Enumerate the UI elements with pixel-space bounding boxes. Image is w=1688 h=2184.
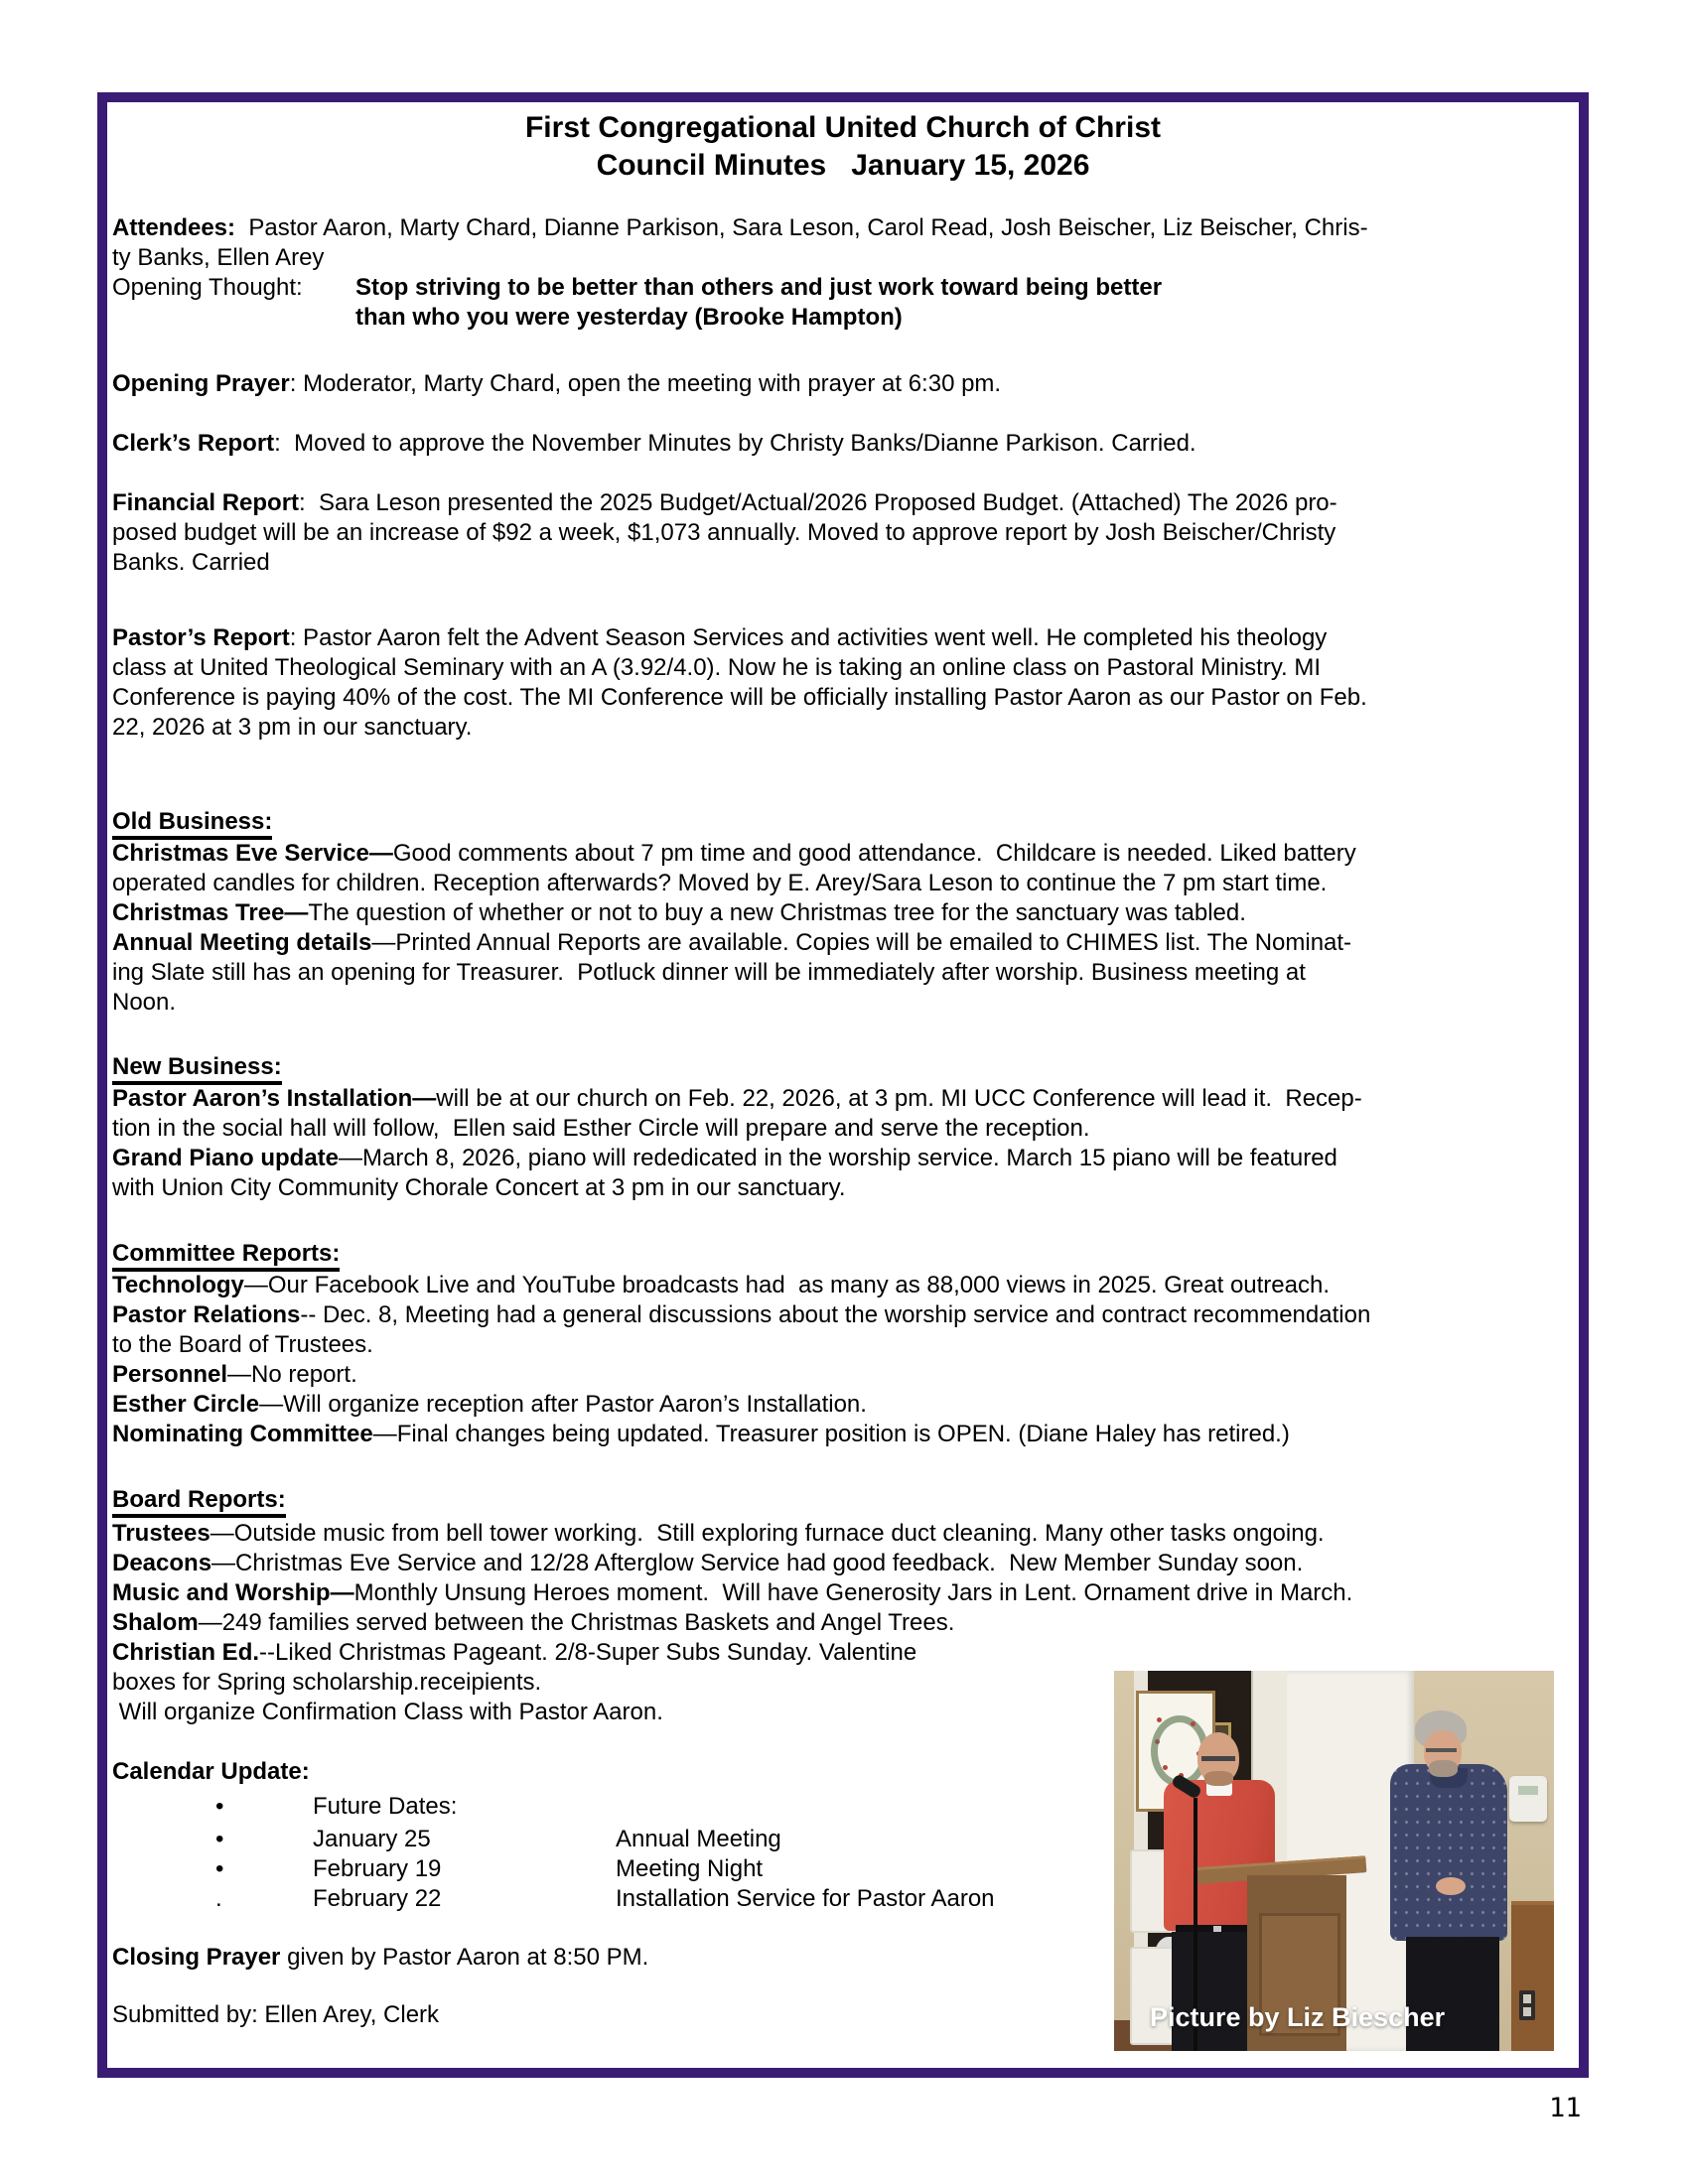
clerks-report-line: Clerk’s Report: Moved to approve the November Minutes by Christy Banks/Dianne Parkison. Carried. xyxy=(112,430,1196,457)
nominating-committee-line: Nominating Committee—Final changes being updated. Treasurer position is OPEN. (Diane Haley has retired.) xyxy=(112,1421,1290,1447)
shalom-line: Shalom—249 families served between the Christmas Baskets and Angel Trees. xyxy=(112,1609,955,1636)
calendar-update-heading: Calendar Update: xyxy=(112,1758,310,1785)
light-switch xyxy=(1519,1990,1535,2020)
folded-hands xyxy=(1436,1877,1466,1895)
attendees-line-2: ty Banks, Ellen Arey xyxy=(112,244,325,271)
music-worship-line: Music and Worship—Monthly Unsung Heroes moment. Will have Generosity Jars in Lent. Ornament drive in March. xyxy=(112,1579,1353,1606)
christian-ed-line-3: Will organize Confirmation Class with Pastor Aaron. xyxy=(112,1699,663,1725)
beard xyxy=(1429,1760,1458,1777)
installation-line-1: Pastor Aaron’s Installation—will be at our church on Feb. 22, 2026, at 3 pm. MI UCC Conference will lead it. Recep- xyxy=(112,1085,1362,1112)
committee-reports-heading: Committee Reports: xyxy=(112,1239,340,1269)
board-reports-heading: Board Reports: xyxy=(112,1485,286,1515)
attendees-line-1: Attendees: Pastor Aaron, Marty Chard, Dianne Parkison, Sara Leson, Carol Read, Josh Beischer, Liz Beischer, Chris- xyxy=(112,214,1368,241)
page-number: 11 xyxy=(1549,2093,1582,2123)
page-subtitle: Council Minutes January 15, 2026 xyxy=(596,149,1090,182)
technology-line: Technology—Our Facebook Live and YouTube broadcasts had as many as 88,000 views in 2025. Great outreach. xyxy=(112,1272,1331,1298)
installation-line-2: tion in the social hall will follow, Ellen said Esther Circle will prepare and serve the reception. xyxy=(112,1115,1090,1142)
opening-thought-quote-1: Stop striving to be better than others and just work toward being better xyxy=(355,274,1163,301)
pastors-report-line-4: 22, 2026 at 3 pm in our sanctuary. xyxy=(112,714,473,741)
trustees-line: Trustees—Outside music from bell tower working. Still exploring furnace duct cleaning. Many other tasks ongoing. xyxy=(112,1520,1325,1547)
pastors-report-line-3: Conference is paying 40% of the cost. The MI Conference will be officially installing Pastor Aaron as our Pastor on Feb. xyxy=(112,684,1367,711)
thermostat xyxy=(1509,1776,1547,1822)
opening-thought-quote-2: than who you were yesterday (Brooke Hampton) xyxy=(355,304,903,331)
attendees-label: Attendees: xyxy=(112,214,236,241)
pastors-report-line-2: class at United Theological Seminary with an A (3.92/4.0). Now he is taking an online class on Pastoral Ministry. MI xyxy=(112,654,1322,681)
annual-meeting-line-3: Noon. xyxy=(112,989,177,1016)
pastor-relations-line-1: Pastor Relations-- Dec. 8, Meeting had a general discussions about the worship service and contract recommendation xyxy=(112,1301,1371,1328)
christmas-eve-line-1: Christmas Eve Service—Good comments about 7 pm time and good attendance. Childcare is needed. Liked battery xyxy=(112,840,1356,867)
annual-meeting-line-1: Annual Meeting details—Printed Annual Reports are available. Copies will be emailed to CHIMES list. The Nominat- xyxy=(112,929,1352,956)
photo-caption: Picture by Liz Biescher xyxy=(1150,2002,1446,2032)
old-business-heading: Old Business: xyxy=(112,807,272,837)
man-navy-sweater xyxy=(1390,1764,1507,1941)
scanned-minutes-page: First Congregational United Church of Christ Council Minutes January 15, 2026 Attendees: Pastor Aaron, Marty Chard, Dianne Parkison, Sara Leson, Carol Read, Josh Beischer, Liz Beischer, Chris- ty Banks, Ellen Arey Opening Thought: Stop striving to be better than others and just work toward being better than who you were yesterday (Brooke Hampton) Opening Prayer: Moderator, Marty Chard, open the meeting with prayer at 6:30 pm. Clerk’s Report: Moved to approve the November Minutes by Christy Banks/Dianne Parkison. Carried. Financial Report: Sara Leson presented the 2025 Budget/Actual/2026 Proposed Budget. (Attached) The 2026 pro- posed budget will be an increase of $92 a week, $1,073 annually. Moved to approve report by Josh Beischer/Christy Banks. Carried Pastor’s Report: Pastor Aaron felt the Advent Season Services and activities went well. He completed his theology class at United Theological Seminary with an A (3.92/4.0). Now he is taking an online class on Pastoral Ministry. MI Conference is paying 40% of the cost. The MI Conference will be officially installing Pastor Aaron as our Pastor on Feb. 22, 2026 at 3 pm in our sanctuary. Old Business: Christmas Eve Service—Good comments about 7 pm time and good attendance. Childcare is needed. Liked battery operated candles for children. Reception afterwards? Moved by E. Arey/Sara Leson to continue the 7 pm start time. Christmas Tree—The question of whether or not to buy a new Christmas tree for the sanctuary was tabled. Annual Meeting details—Printed Annual Reports are available. Copies will be emailed to CHIMES list. The Nominat- ing Slate still has an opening for Treasurer. Potluck dinner will be immediately after worship. Business meeting at Noon. New Business: Pastor Aaron’s Installation—will be at our church on Feb. 22, 2026, at 3 pm. MI UCC Conference will lead it. Recep- tion in the social hall will follow, Ellen said Esther Circle will prepare and serve the reception. Grand Piano update—March 8, 2026, piano will rededicated in the worship service. March 15 piano will be featured with Union City Community Chorale Concert at 3 pm in our sanctuary. Committee Reports: Technology—Our Facebook Live and YouTube broadcasts had as many as 88,000 views in 2025. Great outreach. Pastor Relations-- Dec. 8, Meeting had a general discussions about the worship service and contract recommendation to the Board of Trustees. Personnel—No report. Esther Circle—Will organize reception after Pastor Aaron’s Installation. Nominating Committee—Final changes being updated. Treasurer position is OPEN. (Diane Haley has retired.) Board Reports: Trustees—Outside music from bell tower working. Still exploring furnace duct cleaning. Many other tasks ongoing. Deacons—Christmas Eve Service and 12/28 Afterglow Service had good feedback. New Member Sunday soon. Music and Worship—Monthly Unsung Heroes moment. Will have Generosity Jars in Lent. Ornament drive in March. Shalom—249 families served between the Christmas Baskets and Angel Trees. Christian Ed.--Liked Christmas Pageant. 2/8-Super Subs Sunday. Valentine boxes for Spring scholarship.receipients. Will organize Confirmation Class with Pastor Aaron. Calendar Update: • Future Dates: • January 25 Annual Meeting • February 19 Meeting Night . February 22 Installation Service for Pastor Aaron Closing Prayer given by Pastor Aaron at 8:50 PM. Submitted by: Ellen Arey, Clerk Picture by Liz Biescher 11 xyxy=(0,0,1688,2184)
esther-circle-line: Esther Circle—Will organize reception after Pastor Aaron’s Installation. xyxy=(112,1391,867,1418)
meeting-photo xyxy=(1114,1671,1554,2051)
wood-wainscot xyxy=(1511,1901,1554,2051)
personnel-line: Personnel—No report. xyxy=(112,1361,357,1388)
opening-thought-line xyxy=(112,273,1163,303)
annual-meeting-line-2: ing Slate still has an opening for Treasurer. Potluck dinner will be immediately after worship. Business meeting at xyxy=(112,959,1306,986)
christian-ed-line-1: Christian Ed.--Liked Christmas Pageant. 2/8-Super Subs Sunday. Valentine xyxy=(112,1639,917,1666)
christmas-tree-line: Christmas Tree—The question of whether or not to buy a new Christmas tree for the sanctuary was tabled. xyxy=(112,899,1246,926)
beard xyxy=(1204,1771,1233,1786)
pastors-report-line-1: Pastor’s Report: Pastor Aaron felt the Advent Season Services and activities went well. He completed his theology xyxy=(112,624,1328,651)
pastor-relations-line-2: to the Board of Trustees. xyxy=(112,1331,373,1358)
bullet-icon: . xyxy=(215,1885,222,1912)
bullet-icon: • xyxy=(215,1793,224,1820)
grand-piano-line-1: Grand Piano update—March 8, 2026, piano will rededicated in the worship service. March 15 piano will be featured xyxy=(112,1145,1337,1171)
glasses xyxy=(1426,1748,1457,1752)
bullet-icon: • xyxy=(215,1855,224,1882)
opening-thought-label: Opening Thought: xyxy=(112,274,303,301)
new-business-heading: New Business: xyxy=(112,1052,282,1082)
financial-report-line-2: posed budget will be an increase of $92 a week, $1,073 annually. Moved to approve report by Josh Beischer/Christy xyxy=(112,519,1336,546)
financial-report-line-3: Banks. Carried xyxy=(112,549,270,576)
deacons-line: Deacons—Christmas Eve Service and 12/28 Afterglow Service had good feedback. New Member Sunday soon. xyxy=(112,1550,1304,1576)
financial-report-line-1: Financial Report: Sara Leson presented the 2025 Budget/Actual/2026 Proposed Budget. (Attached) The 2026 pro- xyxy=(112,489,1337,516)
submitted-by-line: Submitted by: Ellen Arey, Clerk xyxy=(112,2001,440,2028)
thermostat-screen xyxy=(1518,1786,1538,1795)
black-pants xyxy=(1406,1937,1499,2051)
wreath-berries xyxy=(1157,1717,1162,1722)
christian-ed-line-2: boxes for Spring scholarship.receipients. xyxy=(112,1669,542,1696)
christmas-eve-line-2: operated candles for children. Reception afterwards? Moved by E. Arey/Sara Leson to continue the 7 pm start time. xyxy=(112,870,1328,896)
grand-piano-line-2: with Union City Community Chorale Concert at 3 pm in our sanctuary. xyxy=(112,1174,846,1201)
page-title: First Congregational United Church of Christ xyxy=(524,111,1161,144)
closing-prayer-line: Closing Prayer given by Pastor Aaron at 8:50 PM. xyxy=(112,1944,649,1971)
bullet-icon: • xyxy=(215,1826,224,1852)
opening-prayer-line: Opening Prayer: Moderator, Marty Chard, open the meeting with prayer at 6:30 pm. xyxy=(112,370,1002,397)
glasses xyxy=(1201,1756,1235,1761)
